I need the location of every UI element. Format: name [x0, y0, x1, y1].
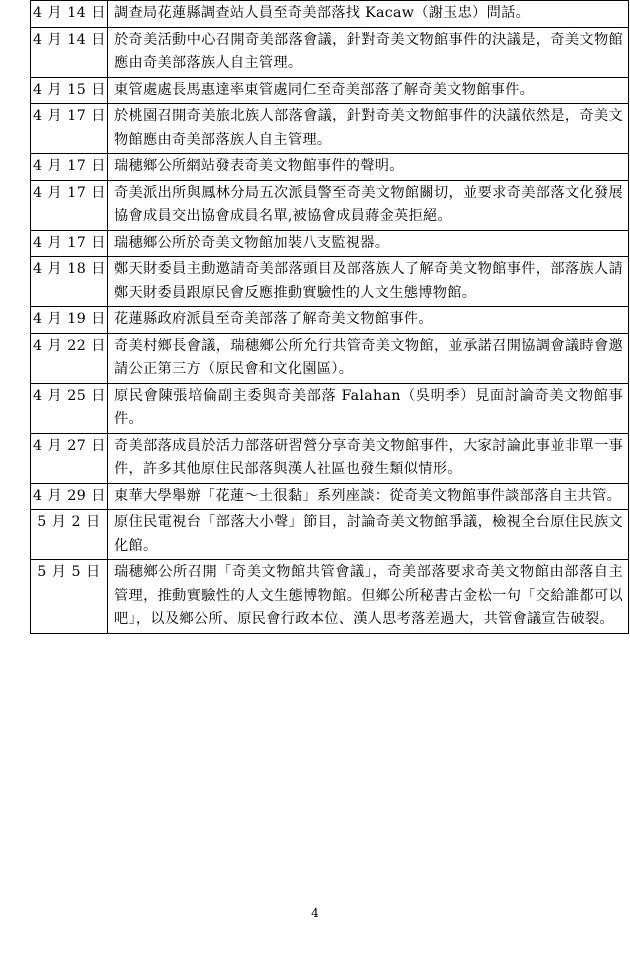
date-cell: 5 月 5 日 — [31, 560, 108, 634]
date-cell: 4 月 17 日 — [31, 180, 108, 230]
event-cell: 奇美部落成員於活力部落研習營分享奇美文物館事件，大家討論此事並非單一事件，許多其他原住民部落與漢人社區也發生類似情形。 — [108, 433, 629, 483]
table-row — [31, 333, 629, 383]
date-cell: 4 月 17 日 — [31, 230, 108, 257]
date-cell: 4 月 17 日 — [31, 104, 108, 154]
event-cell: 瑞穗鄉公所召開「奇美文物館共管會議」，奇美部落要求奇美文物館由部落自主管理，推動實驗性的人文生態博物館。但鄉公所秘書古金松一句「交給誰都可以吧」，以及鄉公所、原民會行政本位、漢人思考落差過大，共管會議宣告破裂。 — [108, 560, 629, 634]
table-row — [31, 483, 629, 510]
event-cell: 原民會陳張培倫副主委與奇美部落 Falahan（吳明季）見面討論奇美文物館事件。 — [108, 383, 629, 433]
date-cell: 4 月 14 日 — [31, 27, 108, 77]
table-row — [31, 154, 629, 181]
table-row — [31, 560, 629, 634]
table-row — [31, 230, 629, 257]
event-cell: 於桃園召開奇美旅北族人部落會議，針對奇美文物館事件的決議依然是，奇美文物館應由奇美部落族人自主管理。 — [108, 104, 629, 154]
event-cell: 東華大學舉辦「花蓮～土很黏」系列座談：從奇美文物館事件談部落自主共管。 — [108, 483, 629, 510]
date-cell: 4 月 19 日 — [31, 307, 108, 334]
event-cell: 調查局花蓮縣調查站人員至奇美部落找 Kacaw（謝玉忠）問話。 — [108, 1, 629, 28]
event-cell: 鄭天財委員主動邀請奇美部落頭目及部落族人了解奇美文物館事件，部落族人請鄭天財委員跟原民會反應推動實驗性的人文生態博物館。 — [108, 257, 629, 307]
event-cell: 東管處處長馬惠達率東管處同仁至奇美部落了解奇美文物館事件。 — [108, 77, 629, 104]
date-cell: 4 月 22 日 — [31, 333, 108, 383]
event-cell: 瑞穗鄉公所於奇美文物館加裝八支監視器。 — [108, 230, 629, 257]
event-cell: 瑞穗鄉公所網站發表奇美文物館事件的聲明。 — [108, 154, 629, 181]
date-cell: 5 月 2 日 — [31, 510, 108, 560]
table-row — [31, 510, 629, 560]
table-row — [31, 257, 629, 307]
date-cell: 4 月 27 日 — [31, 433, 108, 483]
date-cell: 4 月 29 日 — [31, 483, 108, 510]
date-cell: 4 月 17 日 — [31, 154, 108, 181]
event-cell: 於奇美活動中心召開奇美部落會議，針對奇美文物館事件的決議是，奇美文物館應由奇美部落族人自主管理。 — [108, 27, 629, 77]
event-cell: 原住民電視台「部落大小聲」節目，討論奇美文物館爭議，檢視全台原住民族文化館。 — [108, 510, 629, 560]
table-row — [31, 1, 629, 28]
date-cell: 4 月 15 日 — [31, 77, 108, 104]
table-row — [31, 27, 629, 77]
timeline-body — [31, 1, 629, 634]
table-row — [31, 104, 629, 154]
event-cell: 奇美派出所與鳳林分局五次派員警至奇美文物館關切，並要求奇美部落文化發展協會成員交出協會成員名單,被協會成員蔣金英拒絕。 — [108, 180, 629, 230]
event-cell: 花蓮縣政府派員至奇美部落了解奇美文物館事件。 — [108, 307, 629, 334]
page-number: 4 — [311, 906, 319, 920]
table-row — [31, 383, 629, 433]
event-cell: 奇美村鄉長會議，瑞穗鄉公所允行共管奇美文物館，並承諾召開協調會議時會邀請公正第三方（原民會和文化園區）。 — [108, 333, 629, 383]
timeline-table — [30, 0, 629, 634]
date-cell: 4 月 18 日 — [31, 257, 108, 307]
date-cell: 4 月 14 日 — [31, 1, 108, 28]
table-row — [31, 433, 629, 483]
date-cell: 4 月 25 日 — [31, 383, 108, 433]
table-row — [31, 180, 629, 230]
table-row — [31, 77, 629, 104]
table-row — [31, 307, 629, 334]
